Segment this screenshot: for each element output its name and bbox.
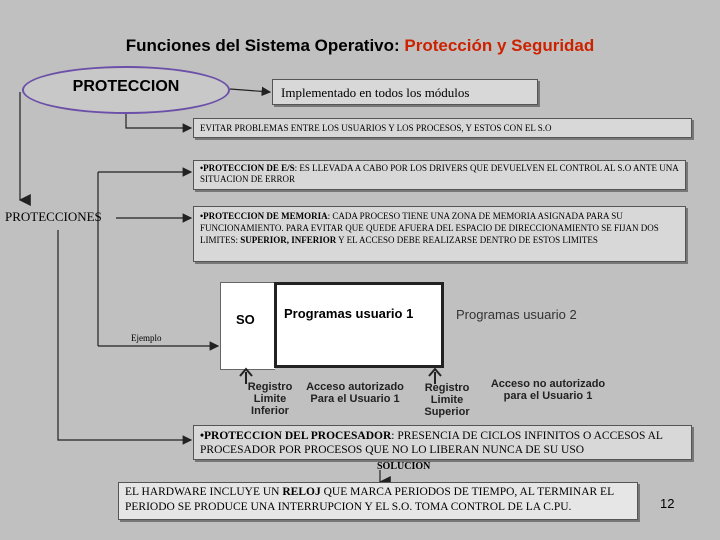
so-label: SO — [236, 312, 255, 327]
evitar-box: EVITAR PROBLEMAS ENTRE LOS USUARIOS Y LOS PROCESOS, Y ESTOS CON EL S.O — [193, 118, 692, 138]
hardware-box — [118, 482, 638, 520]
es-text: : ES LLEVADA A CABO POR LOS DRIVERS QUE DEVUELVEN EL CONTROL AL S.O ANTE UNA SITUACION DE ERROR — [200, 163, 679, 184]
es-heading: •PROTECCION DE E/S — [200, 163, 295, 173]
acceso-no-autorizado-label: Acceso no autorizado para el Usuario 1 — [490, 378, 606, 402]
arrow-implementado — [230, 89, 270, 92]
hw-reloj: RELOJ — [282, 486, 321, 498]
memory-diagram — [220, 282, 600, 372]
mem-limits: SUPERIOR, INFERIOR — [240, 235, 337, 245]
hw-text-1: EL HARDWARE INCLUYE UN — [125, 486, 283, 498]
page-title — [0, 36, 720, 56]
mem-text-2: Y EL ACCESO DEBE REALIZARSE DENTRO DE ESTOS LIMITES — [336, 235, 598, 245]
registro-inferior-label: Registro Limite Inferior — [247, 381, 293, 417]
title-prefix: Funciones del Sistema Operativo: — [125, 36, 405, 55]
implementado-box: Implementado en todos los módulos — [272, 79, 538, 105]
registro-superior-label: Registro Limite Superior — [424, 382, 470, 418]
arrow-evitar — [126, 114, 191, 128]
prog2-label: Programas usuario 2 — [456, 307, 577, 322]
solucion-label: SOLUCION — [377, 461, 431, 472]
proc-text: : PRESENCIA DE CICLOS INFINITOS O ACCESOS AL PROCESADOR POR PROCESOS QUE NO LO LIBERAN NUNCA DE SU USO — [200, 430, 663, 456]
memory-region-user1 — [274, 282, 444, 368]
title-accent: Protección y Seguridad — [404, 36, 595, 55]
proc-heading: •PROTECCION DEL PROCESADOR — [200, 430, 392, 442]
arrow-procesador — [58, 230, 191, 440]
prog1-label: Programas usuario 1 — [284, 306, 414, 321]
ejemplo-label: Ejemplo — [131, 333, 162, 343]
acceso-autorizado-label: Acceso autorizado Para el Usuario 1 — [306, 381, 404, 405]
memory-region-user2 — [444, 282, 600, 368]
protecciones-label: PROTECCIONES — [5, 209, 102, 224]
proteccion-es-box — [193, 160, 686, 190]
proteccion-memoria-box — [193, 206, 686, 262]
mem-text-1: : CADA PROCESO TIENE UNA ZONA DE MEMORIA ASIGNADA PARA SU FUNCIONAMIENTO. PARA EVITAR QUE QUEDE AFUERA DEL ESPACIO DE DIRECCIONAMIENTO SE FIJAN DOS LIMITES: — [200, 211, 659, 245]
page-number: 12 — [660, 496, 675, 511]
proteccion-label: PROTECCION — [72, 78, 180, 95]
proteccion-procesador-box — [193, 425, 692, 460]
hw-text-2: QUE MARCA PERIODOS DE TIEMPO, AL TERMINAR EL PERIODO SE PRODUCE UNA INTERRUPCION Y EL S.O. TOMA CONTROL DE LA C.PU. — [125, 486, 614, 513]
mem-heading: •PROTECCION DE MEMORIA — [200, 211, 328, 221]
